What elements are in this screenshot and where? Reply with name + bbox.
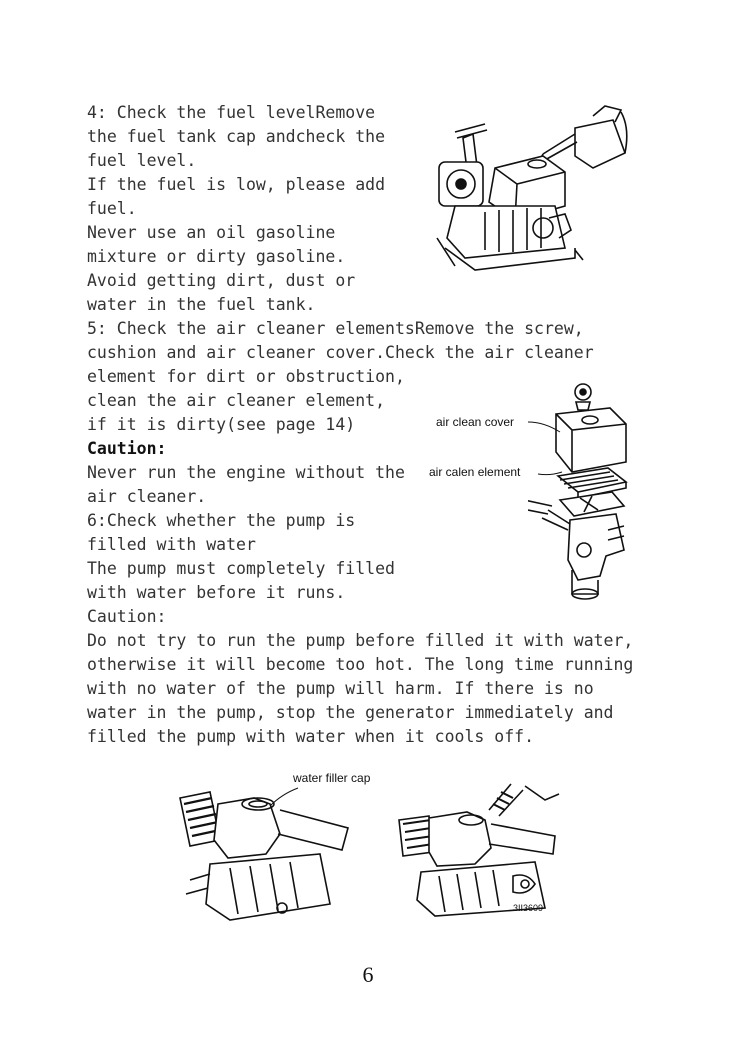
text-line: Never run the engine without the <box>87 463 405 482</box>
caution-heading: Caution: <box>87 607 167 626</box>
page-number: 6 <box>362 962 374 987</box>
caution-heading: Caution: <box>87 439 167 458</box>
text-line: clean the air cleaner element, <box>87 391 386 410</box>
text-line: mixture or dirty gasoline. <box>87 247 346 266</box>
model-number-mark: 3II3609 <box>513 903 544 913</box>
text-line: with no water of the pump will harm. If there is no <box>87 679 594 698</box>
text-line: Never use an oil gasoline <box>87 223 336 242</box>
text-line: filled the pump with water when it cools off. <box>87 727 535 746</box>
label-leader-lines <box>520 410 580 490</box>
text-line: If the fuel is low, please add <box>87 175 386 194</box>
text-line: cushion and air cleaner cover.Check the air cleaner <box>87 343 594 362</box>
text-line: Do not try to run the pump before filled it with water, <box>87 631 634 650</box>
text-line: fuel level. <box>87 151 197 170</box>
air-clean-cover-label: air clean cover <box>436 415 515 429</box>
text-line: water in the pump, stop the generator immediately and <box>87 703 614 722</box>
water-filler-cap-illustration <box>170 784 360 924</box>
water-filler-cap-label: water filler cap <box>293 771 371 785</box>
text-line: the fuel tank cap andcheck the <box>87 127 386 146</box>
air-cleaner-element-label: air calen element <box>429 465 521 479</box>
text-line: fuel. <box>87 199 137 218</box>
text-line: Avoid getting dirt, dust or <box>87 271 356 290</box>
text-line: water in the fuel tank. <box>87 295 316 314</box>
text-line: The pump must completely filled <box>87 559 395 578</box>
text-line: otherwise it will become too hot. The long time running <box>87 655 634 674</box>
fuel-refill-illustration <box>425 98 635 276</box>
text-line: filled with water <box>87 535 256 554</box>
text-line: element for dirt or obstruction, <box>87 367 405 386</box>
text-line: 6:Check whether the pump is <box>87 511 356 530</box>
text-line: with water before it runs. <box>87 583 346 602</box>
text-line: air cleaner. <box>87 487 207 506</box>
text-line: 5: Check the air cleaner elementsRemove the screw, <box>87 319 584 338</box>
text-line: 4: Check the fuel levelRemove <box>87 103 376 122</box>
filling-water-illustration <box>395 780 565 920</box>
text-line: if it is dirty(see page 14) <box>87 415 356 434</box>
